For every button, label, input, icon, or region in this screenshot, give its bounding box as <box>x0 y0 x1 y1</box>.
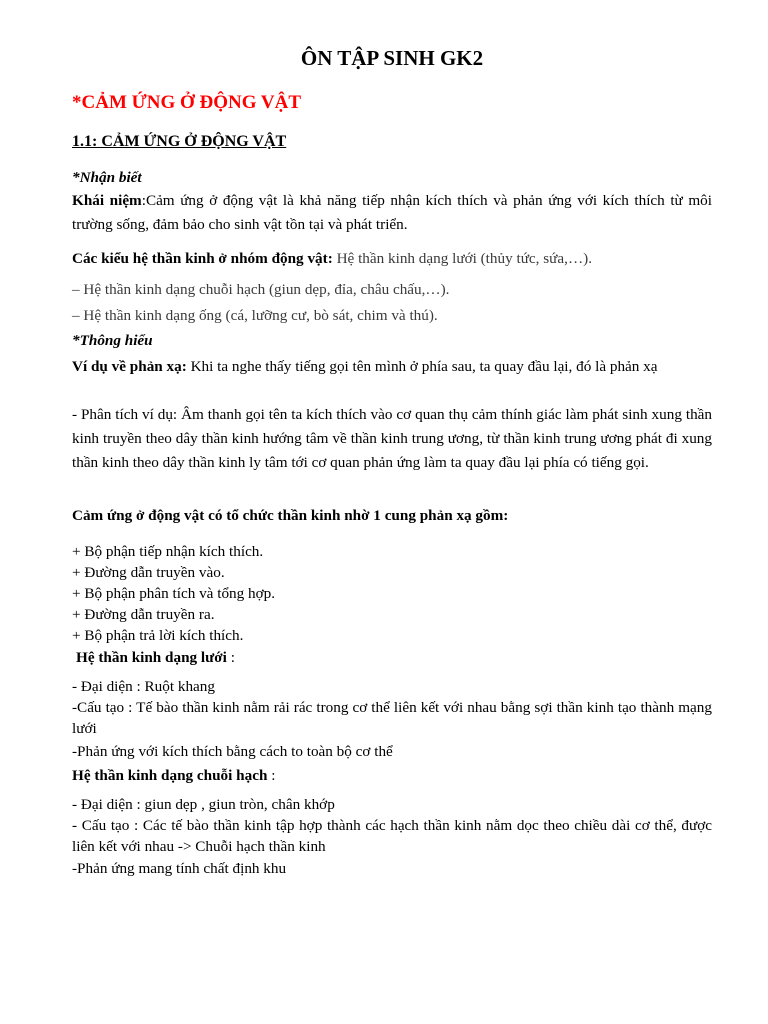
vi-du-paragraph <box>72 355 712 379</box>
dang-luoi-heading <box>76 647 716 668</box>
dang-luoi-suffix: : <box>226 649 235 666</box>
chuoi-hach-dai-dien: - Đại diện : giun dẹp , giun tròn, chân khớp <box>72 796 335 813</box>
chuoi-hach-line: – Hệ thần kinh dạng chuỗi hạch (giun dẹp, đỉa, châu chấu,…). <box>72 281 450 298</box>
dang-ong-line: – Hệ thần kinh dạng ống (cá, lưỡng cư, bò sát, chim và thú). <box>72 307 438 324</box>
chuoi-hach-heading <box>72 765 712 786</box>
dang-luoi-cau-tao: -Cấu tạo : Tế bào thần kinh nằm rải rác trong cơ thể liên kết với nhau bằng sợi thần kinh tạo thành mạng lưới <box>72 699 712 737</box>
document-title: ÔN TẬP SINH GK2 <box>300 46 484 70</box>
list-item: + Đường dẫn truyền ra. <box>72 606 215 623</box>
list-item: + Bộ phận phân tích và tổng hợp. <box>72 585 276 602</box>
list-item: + Bộ phận trả lời kích thích. <box>72 627 244 644</box>
dang-luoi-title: Hệ thần kinh dạng lưới <box>76 649 227 666</box>
subsection-heading: 1.1: CẢM ỨNG Ở ĐỘNG VẬT <box>72 133 287 150</box>
cac-kieu-paragraph <box>72 248 712 269</box>
khai-niem-text: :Cảm ứng ở động vật là khả năng tiếp nhận kích thích và phản ứng với kích thích từ môi trường sống, đảm bảo cho sinh vật tồn tại và phát triển. <box>72 192 712 233</box>
dang-luoi-phan-ung: -Phản ứng với kích thích bằng cách to toàn bộ cơ thể <box>72 743 393 760</box>
section-heading: *CẢM ỨNG Ở ĐỘNG VẬT <box>72 92 302 113</box>
khai-niem-label: Khái niệm <box>72 192 142 209</box>
chuoi-hach-suffix: : <box>267 767 276 784</box>
vi-du-label: Ví dụ về phản xạ: <box>72 358 187 375</box>
cac-kieu-text: Hệ thần kinh dạng lưới (thủy tức, sứa,…). <box>332 250 592 267</box>
list-item: + Bộ phận tiếp nhận kích thích. <box>72 543 264 560</box>
cung-phan-xa-heading: Cảm ứng ở động vật có tổ chức thần kinh nhờ 1 cung phản xạ gồm: <box>72 507 509 524</box>
dang-luoi-dai-dien: - Đại diện : Ruột khang <box>72 678 215 695</box>
chuoi-hach-cau-tao: - Cấu tạo : Các tế bào thần kinh tập hợp thành các hạch thần kinh nằm dọc theo chiều dài cơ thể, được liên kết với nhau -> Chuỗi hạch thần kinh <box>72 817 712 855</box>
vi-du-text: Khi ta nghe thấy tiếng gọi tên mình ở phía sau, ta quay đầu lại, đó là phản xạ <box>186 358 658 375</box>
list-item: + Đường dẫn truyền vào. <box>72 564 225 581</box>
phan-tich-paragraph: - Phân tích ví dụ: Âm thanh gọi tên ta kích thích vào cơ quan thụ cảm thính giác làm phát sinh xung thần kinh truyền theo dây thần kinh hướng tâm về thần kinh trung ương, từ thần kinh trung ương phát đi xung thần kinh theo dây thần kinh ly tâm tới cơ quan phản ứng làm ta quay đầu lại phía có tiếng gọi. <box>72 406 712 471</box>
thong-hieu-heading: *Thông hiểu <box>72 332 153 349</box>
chuoi-hach-phan-ung: -Phản ứng mang tính chất định khu <box>72 860 287 877</box>
cac-kieu-label: Các kiểu hệ thần kinh ở nhóm động vật: <box>72 250 333 267</box>
chuoi-hach-title: Hệ thần kinh dạng chuỗi hạch <box>72 767 268 784</box>
nhan-biet-heading: *Nhận biết <box>72 169 142 186</box>
khai-niem-paragraph <box>72 189 712 237</box>
